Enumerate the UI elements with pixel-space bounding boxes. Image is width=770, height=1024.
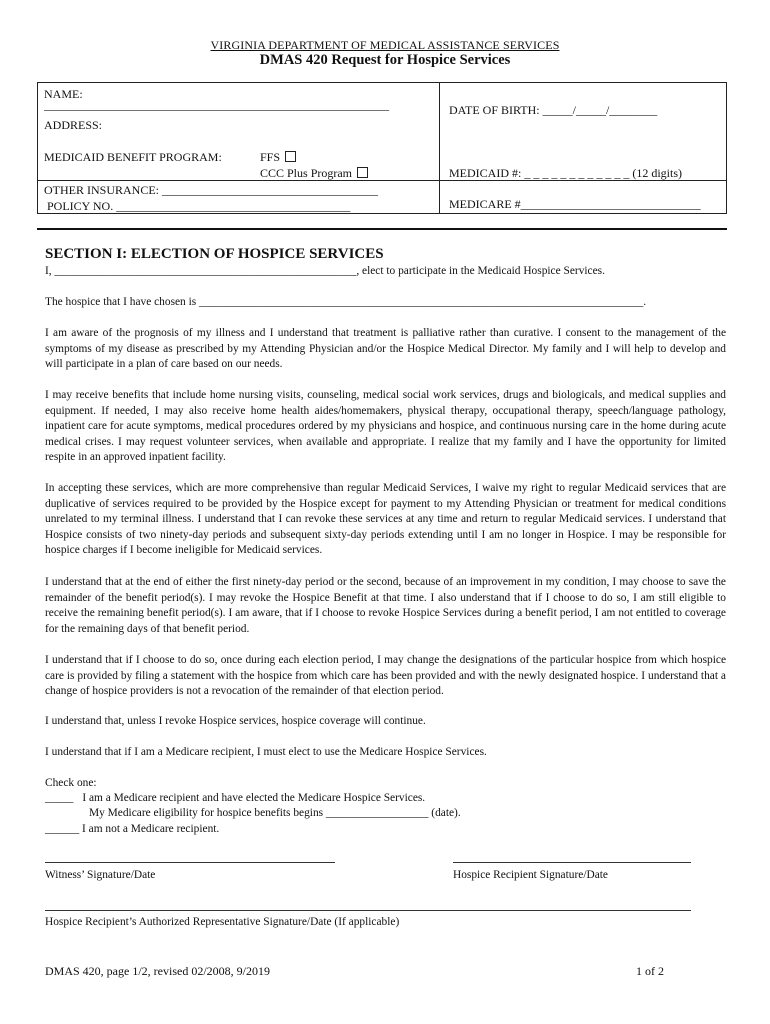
medicare-number-field[interactable]: MEDICARE #______________________________ [449,197,701,211]
election-statement-line[interactable]: I, _____________________________________________________, elect to participate in the Medicaid Hospice Services. [45,265,605,277]
representative-signature-line[interactable] [45,910,691,911]
paragraph-benefit-periods: I understand that at the end of either the first ninety-day period or the second, because of an improvement in my condition, I may choose to save the remainder of the benefit period(s). I may revoke the Hospice Benefit at that time. I also understand that if I choose to do so, I am still eligible to receive the remaining benefit period(s). I am aware, that if I choose to revoke Hospice Services during a benefit period, I am not entitled to coverage for the remaining days of that benefit period. [45,576,726,635]
ccc-plus-checkbox[interactable] [357,167,368,178]
section-1-heading: SECTION I: ELECTION OF HOSPICE SERVICES [45,246,384,262]
form-revision-footer: DMAS 420, page 1/2, revised 02/2008, 9/2019 [45,964,270,978]
paragraph-medicare-election: I understand that if I am a Medicare recipient, I must elect to use the Medicare Hospice Services. [45,746,487,758]
ffs-checkbox[interactable] [285,151,296,162]
recipient-signature-label: Hospice Recipient Signature/Date [453,869,608,881]
paragraph-benefits: I may receive benefits that include home nursing visits, counseling, medical social work services, drugs and biologicals, and medical supplies and equipment. If needed, I may also receive home health aides/homemakers, physical therapy, occupational therapy, speech/language pathology, inpatient care for acute symptoms, medical procedures ordered by my physicians and hospice, and continuous nursing care in the home during acute medical crises. I may request volunteer services, when available and appropriate. I realize that my family and I have the opportunity for limited respite in an approved inpatient facility. [45,389,726,464]
paragraph-change-hospice: I understand that if I choose to do so, once during each election period, I may change the designations of the particular hospice from which hospice care is provided by filing a statement with the hospice from which care has been provided and with the newly designated hospice. I understand that a change of hospice providers is not a revocation of the remainder of that election period. [45,654,726,698]
ffs-label: FFS [260,150,281,164]
info-box-rule-right [439,180,726,181]
medicaid-benefit-program-label: MEDICAID BENEFIT PROGRAM: [44,150,222,164]
ccc-plus-option[interactable] [260,166,368,181]
chosen-hospice-line[interactable]: The hospice that I have chosen is ______________________________________________________________________________. [45,296,647,308]
info-box-divider [439,83,440,213]
info-box-rule-left [38,180,439,181]
witness-signature-line[interactable] [45,862,335,863]
recipient-info-box [37,82,727,214]
check-one-label: Check one: [45,777,97,789]
medicare-recipient-text: I am a Medicare recipient and have elected the Medicare Hospice Services. [82,792,426,804]
date-of-birth-field[interactable]: DATE OF BIRTH: _____/_____/________ [449,103,658,117]
agency-name: VIRGINIA DEPARTMENT OF MEDICAL ASSISTANCE SERVICES [210,38,560,52]
section-divider [37,228,727,230]
recipient-signature-line[interactable] [453,862,691,863]
address-label: ADDRESS: [44,118,103,132]
medicare-recipient-option[interactable] [45,792,425,804]
paragraph-prognosis: I am aware of the prognosis of my illness and I understand that treatment is palliative rather than curative. I consent to the management of the symptoms of my disease as prescribed by my Attending Physician and/or the Hospice Medical Director. My family and I will help to develop and will participate in a plan of care based on our needs. [45,327,726,371]
page-number: 1 of 2 [636,964,664,978]
witness-signature-label: Witness’ Signature/Date [45,869,156,881]
form-title: DMAS 420 Request for Hospice Services [259,52,511,68]
policy-number-field[interactable]: POLICY NO. _______________________________________ [47,199,351,213]
medicare-recipient-blank[interactable]: _____ [45,792,74,804]
ffs-option[interactable] [260,150,296,165]
name-label: NAME: [44,87,83,101]
medicaid-number-field[interactable]: MEDICAID #: _ _ _ _ _ _ _ _ _ _ _ _ (12 digits) [449,166,682,180]
not-medicare-recipient-option[interactable]: ______ I am not a Medicare recipient. [45,823,220,835]
paragraph-waiver: In accepting these services, which are more comprehensive than regular Medicaid Services, I waive my right to regular Medicaid services that are duplicative of services required to be provided by the Hospice except for payment to my Attending Physician or treatment for medical conditions unrelated to my terminal illness. I understand that I can revoke these services at any time and return to regular Medicaid services. I understand that Hospice consists of two ninety-day periods and subsequent sixty-day periods extending until I am no longer in Hospice. I may be responsible for hospice charges if I become ineligible for Medicaid services. [45,482,726,557]
other-insurance-field[interactable]: OTHER INSURANCE: ____________________________________ [44,183,379,197]
representative-signature-label: Hospice Recipient’s Authorized Representative Signature/Date (If applicable) [45,916,400,928]
medicare-eligibility-date-line[interactable]: My Medicare eligibility for hospice benefits begins __________________ (date). [89,807,461,819]
paragraph-coverage-continues: I understand that, unless I revoke Hospice services, hospice coverage will continue. [45,715,426,727]
name-field[interactable]: ____________________________________________________________ [44,100,389,112]
ccc-plus-label: CCC Plus Program [260,166,353,180]
